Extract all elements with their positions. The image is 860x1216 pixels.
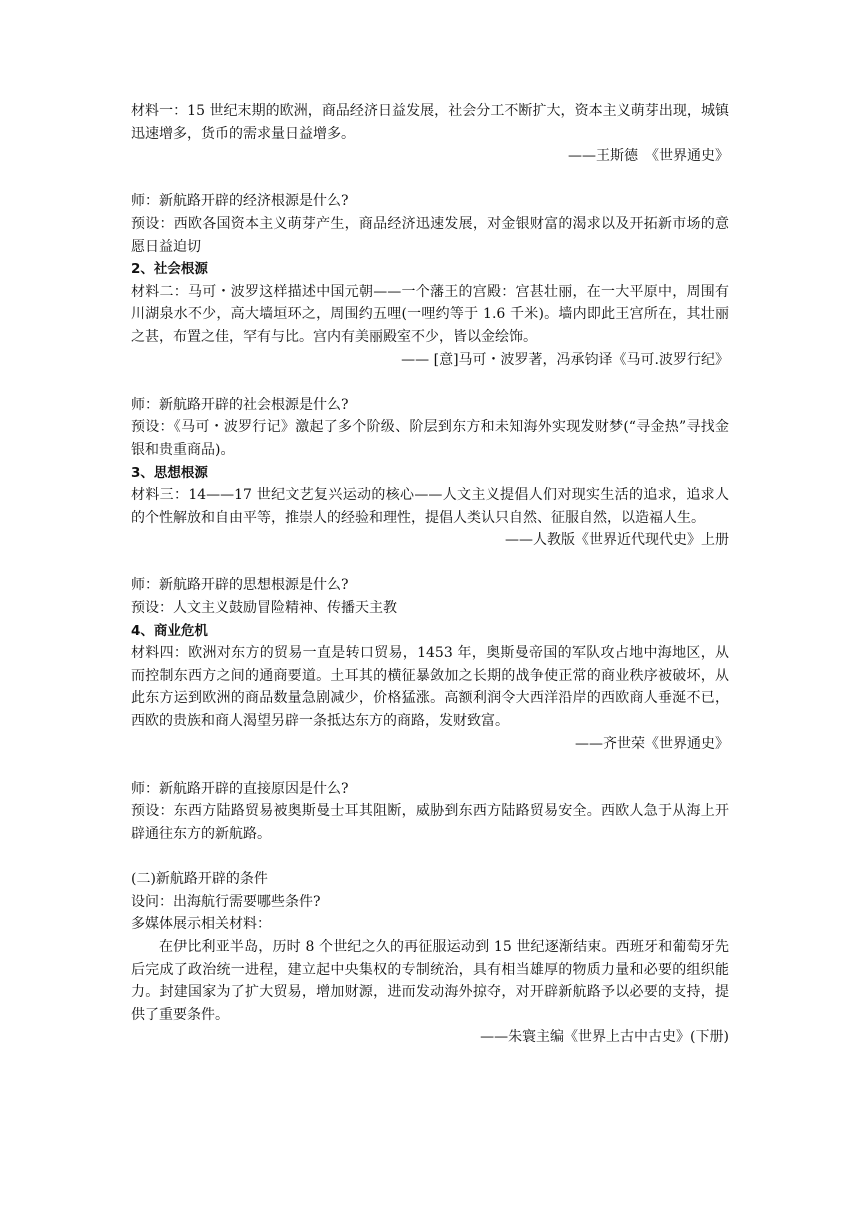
teacher-question-2: 师：新航路开辟的社会根源是什么?: [131, 396, 349, 413]
heading-commercial-crisis: 4、商业危机: [131, 622, 208, 639]
preset-answer-2: 预设：《马可・波罗行记》激起了多个阶级、阶层到东方和未知海外实现发财梦(“寻金热”寻找金银和贵重商品)。: [131, 419, 729, 458]
spacer: [131, 755, 729, 778]
spacer: [131, 168, 729, 191]
material-three-source: ——人教版《世界近代现代史》上册: [505, 532, 729, 549]
heading-ideological-root: 3、思想根源: [131, 464, 208, 481]
teacher-question-4: 师：新航路开辟的直接原因是什么?: [131, 780, 349, 797]
material-one-source: ——王斯德 《世界通史》: [568, 148, 729, 165]
spacer: [131, 371, 729, 394]
material-five-source: ——朱寰主编《世界上古中古史》(下册): [480, 1029, 729, 1046]
material-four: 材料四：欧洲对东方的贸易一直是转口贸易，1453 年，奥斯曼帝国的军队攻占地中海地区，从而控制东西方之间的通商要道。土耳其的横征暴敛加之长期的战争使正常的商业秩序被破坏，从此东方运到欧洲的商品数量急剧减少，价格猛涨。高额利润令大西洋沿岸的西欧商人垂涎不已，西欧的贵族和商人渴望另辟一条抵达东方的商路，发财致富。: [131, 645, 729, 730]
document-page: [131, 100, 729, 1049]
material-five: 在伊比利亚半岛，历时 8 个世纪之久的再征服运动到 15 世纪逐渐结束。西班牙和葡萄牙先后完成了政治统一进程，建立起中央集权的专制统治，具有相当雄厚的物质力量和必要的组织能力。封建国家为了扩大贸易，增加财源，进而发动海外掠夺，对开辟新航路予以必要的支持，提供了重要条件。: [131, 938, 729, 1023]
material-two: 材料二：马可・波罗这样描述中国元朝——一个藩王的宫殿：宫甚壮丽，在一大平原中，周围有川湖泉水不少，高大墙垣环之，周围约五哩(一哩约等于 1.6 千米)。墙内即此王宫所在，其壮丽之甚，布置之佳，罕有与比。宫内有美丽殿室不少，皆以金绘饰。: [131, 283, 729, 345]
multimedia-note: 多媒体展示相关材料：: [131, 916, 271, 933]
spacer: [131, 552, 729, 575]
material-four-source: ——齐世荣《世界通史》: [575, 735, 729, 752]
spacer: [131, 846, 729, 869]
material-three: 材料三：14——17 世纪文艺复兴运动的核心——人文主义提倡人们对现实生活的追求，追求人的个性解放和自由平等，推崇人的经验和理性，提倡人类认只自然、征服自然，以造福人生。: [131, 487, 729, 526]
section-heading-conditions: (二)新航路开辟的条件: [131, 871, 268, 888]
guiding-question: 设问：出海航行需要哪些条件?: [131, 893, 321, 910]
heading-social-root: 2、社会根源: [131, 261, 208, 278]
teacher-question-3: 师：新航路开辟的思想根源是什么?: [131, 577, 349, 594]
preset-answer-4: 预设：东西方陆路贸易被奥斯曼士耳其阻断，威胁到东西方陆路贸易安全。西欧人急于从海上开辟通往东方的新航路。: [131, 803, 729, 842]
material-one: 材料一：15 世纪末期的欧洲，商品经济日益发展，社会分工不断扩大，资本主义萌芽出现，城镇迅速增多，货币的需求量日益增多。: [131, 103, 729, 142]
teacher-question-1: 师：新航路开辟的经济根源是什么?: [131, 193, 349, 210]
preset-answer-1: 预设：西欧各国资本主义萌芽产生，商品经济迅速发展，对金银财富的渴求以及开拓新市场的意愿日益迫切: [131, 215, 729, 255]
material-two-source: —— [意]马可・波罗著，冯承钧译《马可.波罗行纪》: [401, 351, 729, 368]
preset-answer-3: 预设：人文主义鼓励冒险精神、传播天主教: [131, 600, 397, 617]
